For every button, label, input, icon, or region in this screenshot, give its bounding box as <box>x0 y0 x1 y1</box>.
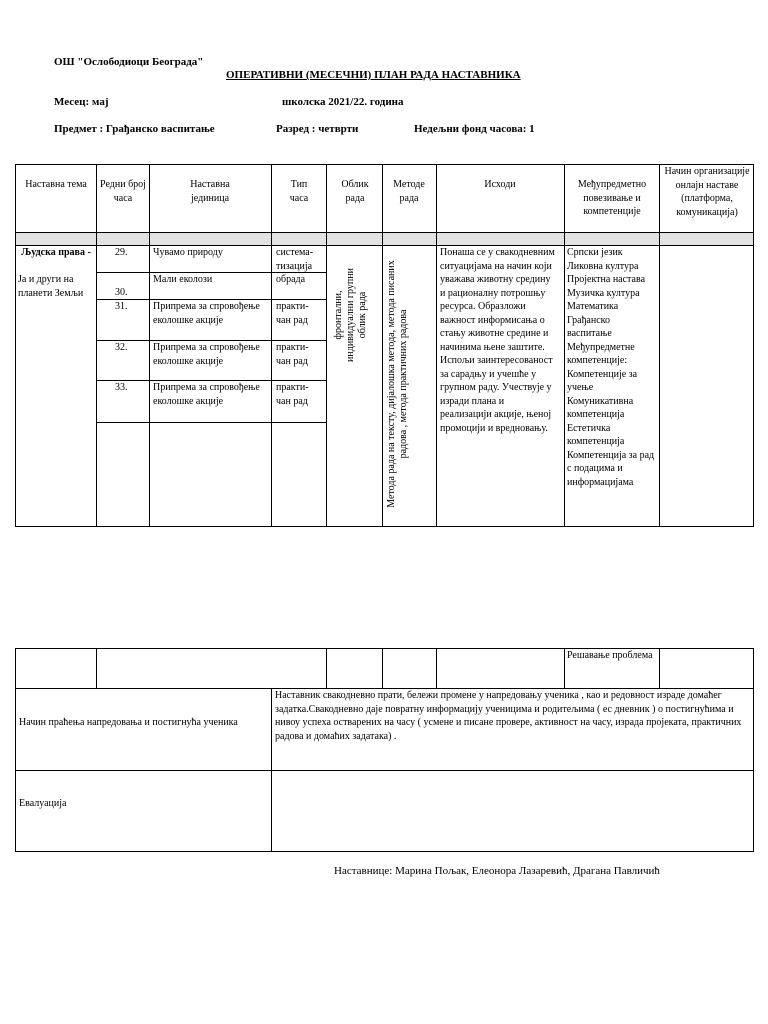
col-type: Тип часа <box>289 179 309 204</box>
month: Месец: мај <box>54 96 109 108</box>
col-outcomes: Исходи <box>484 179 516 190</box>
school-year: школска 2021/22. година <box>282 96 404 108</box>
lesson-unit: Припрема за спровођење еколошке акције <box>153 382 260 407</box>
lesson-unit: Мали еколози <box>153 274 213 285</box>
school-name: ОШ "Ослободиоци Београда" <box>54 56 204 68</box>
evaluation-label: Евалуација <box>19 798 67 809</box>
weekly-hours: Недељни фонд часова: 1 <box>414 123 535 135</box>
lesson-type: обрада <box>276 274 306 285</box>
col-methods: Методе рада <box>393 179 425 204</box>
lesson-type: система-тизација <box>276 247 314 272</box>
page-title: ОПЕРАТИВНИ (МЕСЕЧНИ) ПЛАН РАДА НАСТАВНИКА <box>226 69 521 81</box>
lesson-no: 31. <box>115 301 128 312</box>
grade: Разред : четврти <box>276 123 359 135</box>
form-of-work: фронтални, индивидуални групни облик рада <box>333 268 368 362</box>
col-form: Облик рада <box>341 179 369 204</box>
subject: Предмет : Грађанско васпитање <box>54 123 215 135</box>
lesson-type: практи-чан рад <box>276 301 309 326</box>
lesson-no: 32. <box>115 342 128 353</box>
lesson-no: 30. <box>115 287 128 298</box>
lesson-unit: Чувамо природу <box>153 247 223 258</box>
theme-subtitle: Ја и други на планети Земљи <box>18 274 84 299</box>
lesson-type: практи-чан рад <box>276 342 309 367</box>
teachers-signature: Наставнице: Марина Пољак, Елеонора Лазаревић, Драгана Павличић <box>334 865 660 877</box>
lesson-no: 29. <box>115 247 128 258</box>
lesson-unit: Припрема за спровођење еколошке акције <box>153 342 260 367</box>
methods-of-work: Метода рада на тексту, дијалошка метода, метода писаних радова , метода практичних радова <box>386 260 409 508</box>
theme-title: Људска права - <box>21 247 91 258</box>
continuation-correlation: Решавање проблема <box>567 650 653 661</box>
col-unit: Наставна јединица <box>190 179 230 204</box>
col-organization: Начин организације онлајн наставе (платформа, комуникација) <box>664 166 750 218</box>
outcomes-text: Понаша се у свакодневним ситуацијама на начин који уважава животну средину и рационалну потрошњу ресурса. Образложи важност информисања о стању животне средине и начинима њене заштите. Испољи заинтересованост за сарадњу и учешће у групном раду. Учествује у изради плана и реализацији акције, њеној промоцији и вредновању. <box>440 247 555 434</box>
correlation-text: Српски језик Ликовна култура Пројектна настава Музичка култура Математика Грађанско васпитање Међупредметне компетенције: Компетенције за учење Комуникативна компетенција Естетичка компетенција Компетенција за рад с подацима и информацијама <box>567 247 655 488</box>
lesson-type: практи-чан рад <box>276 382 309 407</box>
col-ordinal: Редни број часа <box>100 179 146 204</box>
lesson-no: 33. <box>115 382 128 393</box>
col-theme: Наставна тема <box>25 179 87 190</box>
col-correlation: Међупредметно повезивање и компетенције <box>577 179 647 217</box>
progress-text: Наставник свакодневно прати, бележи промене у напредовању ученика , као и редовност израде домаћег задатка.Свакодневно даје повратну информацију ученицима и родитељима ( ес дневник ) о постигнућима и нивоу успеха остварених на часу ( усмене и писане провере, активност на часу, израда пројеката, практичних радова и домаћих задатака) . <box>275 690 742 742</box>
progress-label: Начин праћења напредовања и постигнућа ученика <box>19 717 238 728</box>
lesson-unit: Припрема за спровођење еколошке акције <box>153 301 260 326</box>
